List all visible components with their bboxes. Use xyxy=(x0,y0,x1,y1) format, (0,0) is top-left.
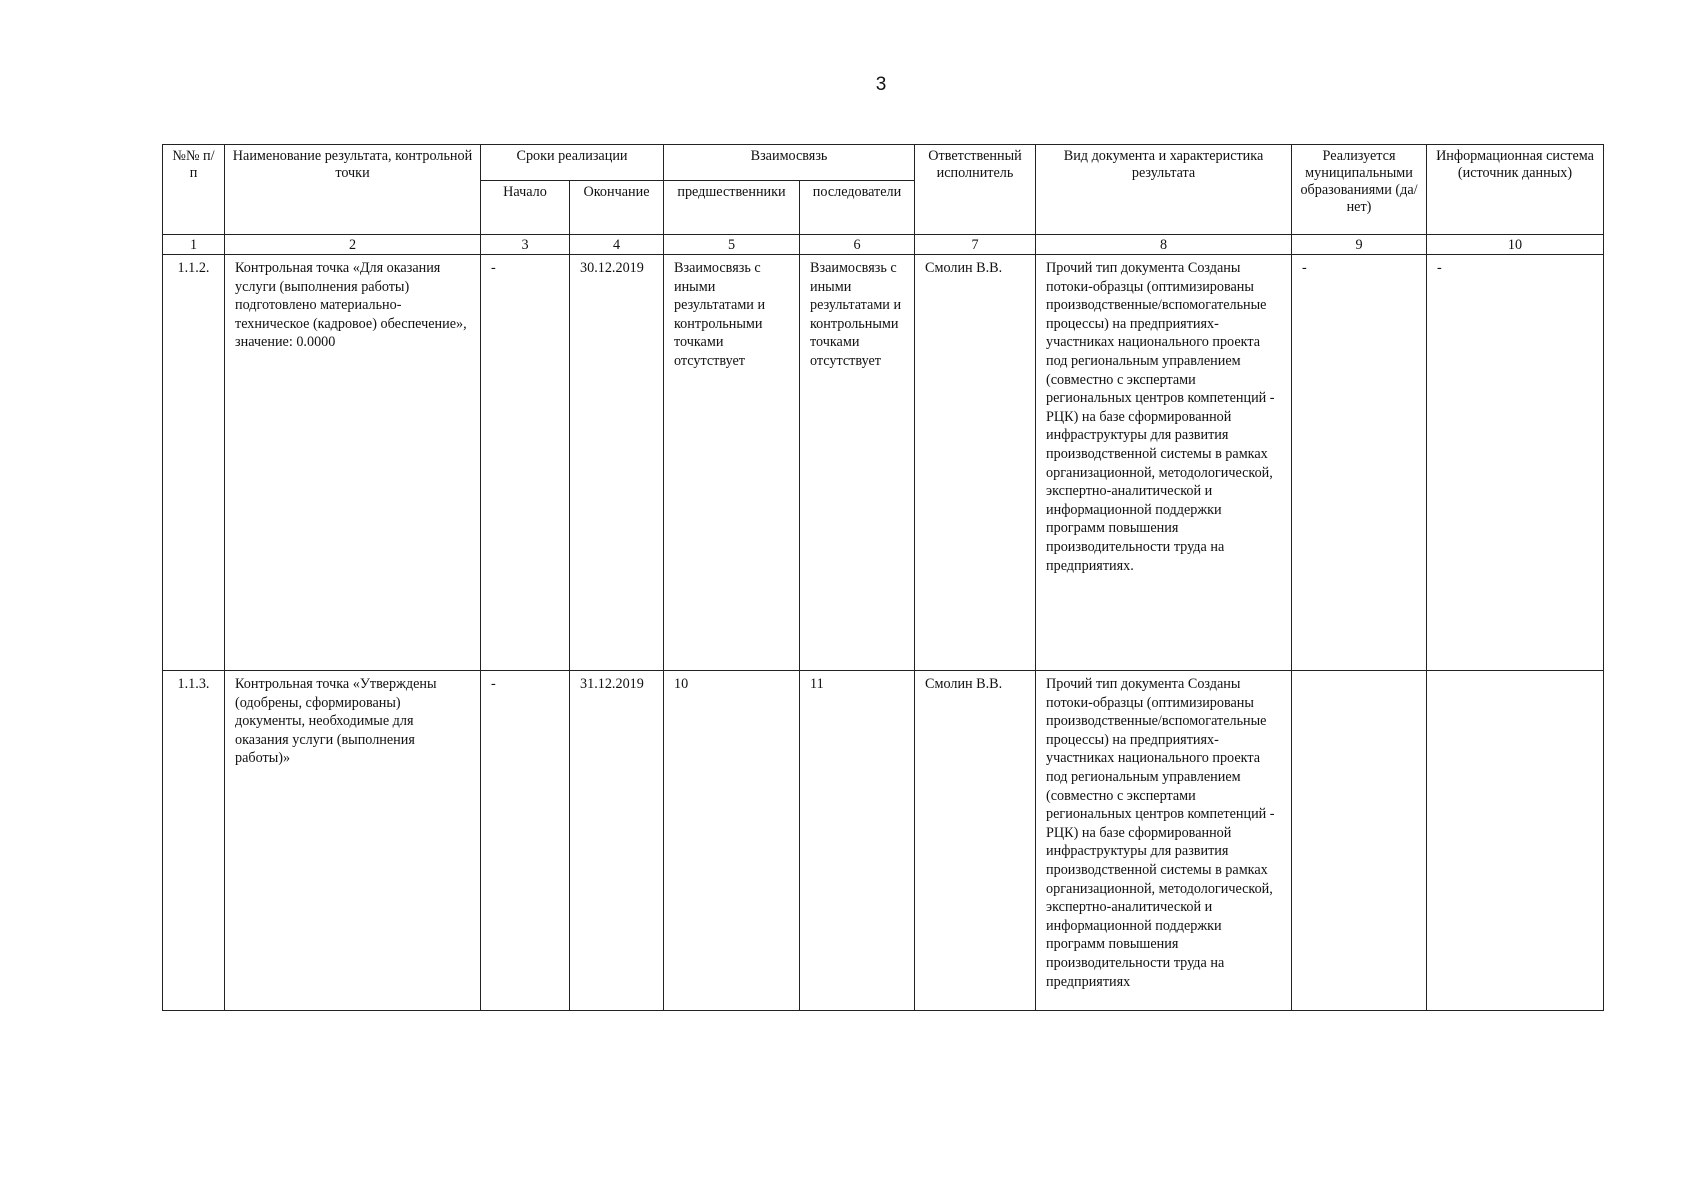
header-link: Взаимосвязь xyxy=(664,145,915,181)
info-system xyxy=(1427,671,1604,1011)
header-municipal: Реализуется муниципальными образованиями (да/нет) xyxy=(1292,145,1427,235)
col-number: 10 xyxy=(1427,235,1604,255)
document-description-text: Прочий тип документа Созданы потоки-образцы (оптимизированы производственные/вспомогательные процессы) на предприятиях-участниках национального проекта под региональным управлением (совместно с экспертами региональных центров компетенций - РЦК) на базе сформированной инфраструктуры для развития производственной системы в рамках организационной, методологической, экспертно-аналитической и информационной поддержки программ повышения производительности труда на предприятиях xyxy=(1046,676,1275,990)
end-date: 31.12.2019 xyxy=(570,671,664,1011)
header-terms: Сроки реализации xyxy=(481,145,664,181)
column-numbers-row xyxy=(163,235,1604,255)
table-row xyxy=(163,671,1604,1011)
header-successors: последователи xyxy=(800,181,915,235)
header-predecessors: предшественники xyxy=(664,181,800,235)
col-number: 3 xyxy=(481,235,570,255)
header-start: Начало xyxy=(481,181,570,235)
header-num: №№ п/п xyxy=(163,145,225,235)
result-name: Контрольная точка «Для оказания услуги (выполнения работы) подготовлено материально-техническое (кадровое) обеспечение», значение: 0.0000 xyxy=(225,255,481,671)
result-name: Контрольная точка «Утверждены (одобрены, сформированы) документы, необходимые для оказания услуги (выполнения работы)» xyxy=(225,671,481,1011)
header-end: Окончание xyxy=(570,181,664,235)
end-date: 30.12.2019 xyxy=(570,255,664,671)
table-header xyxy=(163,145,1604,255)
predecessors: Взаимосвязь с иными результатами и контрольными точками отсутствует xyxy=(664,255,800,671)
col-number: 4 xyxy=(570,235,664,255)
info-system: - xyxy=(1427,255,1604,671)
col-number: 6 xyxy=(800,235,915,255)
header-responsible: Ответственный исполнитель xyxy=(915,145,1036,235)
header-document: Вид документа и характеристика результата xyxy=(1036,145,1292,235)
successors: 11 xyxy=(800,671,915,1011)
start-date: - xyxy=(481,671,570,1011)
col-number: 1 xyxy=(163,235,225,255)
responsible: Смолин В.В. xyxy=(915,255,1036,671)
document-description xyxy=(1036,671,1292,1011)
col-number: 2 xyxy=(225,235,481,255)
predecessors: 10 xyxy=(664,671,800,1011)
responsible: Смолин В.В. xyxy=(915,671,1036,1011)
col-number: 9 xyxy=(1292,235,1427,255)
municipal-flag: - xyxy=(1292,255,1427,671)
header-name: Наименование результата, контрольной точки xyxy=(225,145,481,235)
col-number: 5 xyxy=(664,235,800,255)
col-number: 7 xyxy=(915,235,1036,255)
col-number: 8 xyxy=(1036,235,1292,255)
row-number: 1.1.3. xyxy=(163,671,225,1011)
municipal-flag xyxy=(1292,671,1427,1011)
successors: Взаимосвязь с иными результатами и контрольными точками отсутствует xyxy=(800,255,915,671)
table-row xyxy=(163,255,1604,671)
start-date: - xyxy=(481,255,570,671)
plan-table xyxy=(162,144,1604,1011)
header-info-system: Информационная система (источник данных) xyxy=(1427,145,1604,235)
row-number: 1.1.2. xyxy=(163,255,225,671)
document-description: Прочий тип документа Созданы потоки-образцы (оптимизированы производственные/вспомогательные процессы) на предприятиях-участниках национального проекта под региональным управлением (совместно с экспертами региональных центров компетенций - РЦК) на базе сформированной инфраструктуры для развития производственной системы в рамках организационной, методологической, экспертно-аналитической и информационной поддержки программ повышения производительности труда на предприятиях. xyxy=(1036,255,1292,671)
page-number: 3 xyxy=(875,74,887,95)
